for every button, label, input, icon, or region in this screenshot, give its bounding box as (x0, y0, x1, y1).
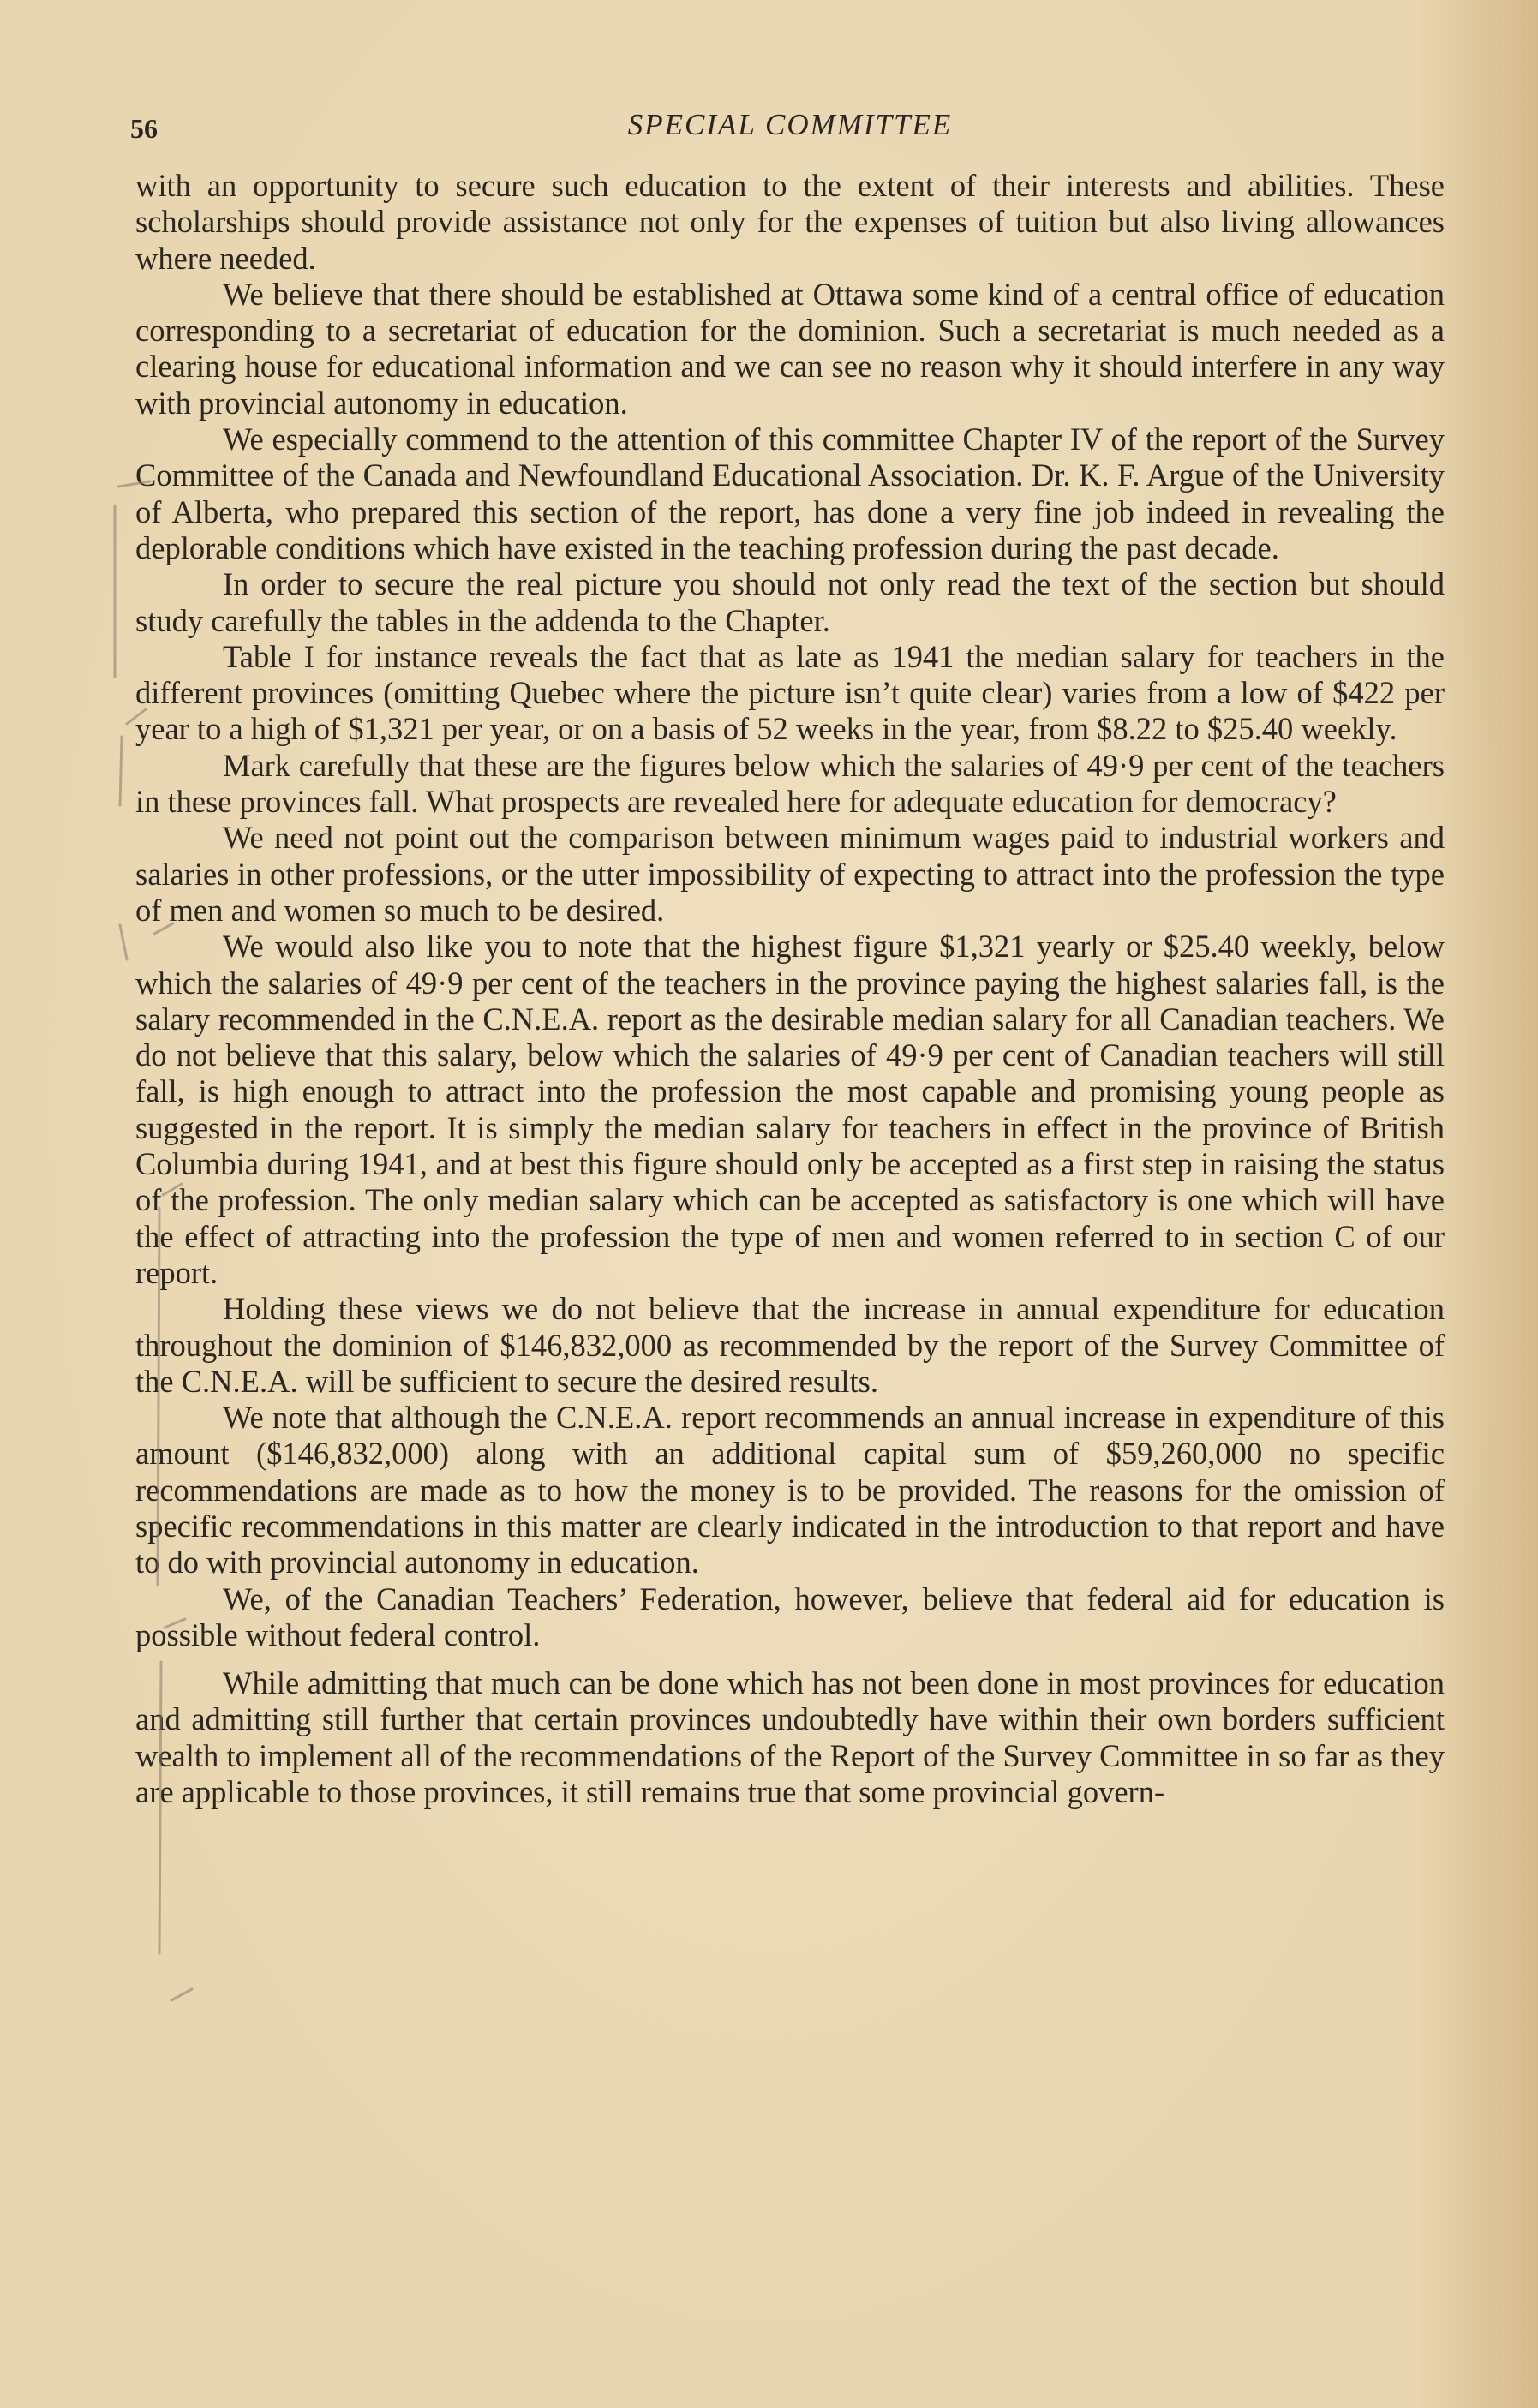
paragraph-table-i: Table I for instance reveals the fact that as late as 1941 the median salary for teachers in the different provinces (omitting Quebec where the picture isn’t quite clear) varies from a low of $422 per year to a high of $1,321 per year, or on a basis of 52 weeks in the year, from $8.22 to $25.40 weekly. (135, 638, 1445, 747)
paragraph-cnea-increase: We note that although the C.N.E.A. report recommends an annual increase in expenditure of this amount ($146,832,000) along with an additional capital sum of $59,260,000 no specific recommendations are made as to how the money is to be provided. The reasons for the omission of specific recommendations in this matter are clearly indicated in the introduction to that report and have to do with provincial autonomy in education. (135, 1400, 1445, 1580)
paragraph-chapter-iv: We especially commend to the attention of this committee Chapter IV of the report of the Survey Committee of the Canada and Newfoundland Educational Association. Dr. K. F. Argue of the University of Alberta, who prepared this section of the report, has done a very fine job indeed in revealing the deplorable conditions which have existed in the teaching profession during the past decade. (135, 421, 1445, 565)
paragraph-minimum-wages: We need not point out the comparison between minimum wages paid to industrial workers and salaries in other professions, or the utter impossibility of expecting to attract into the profession the type of men and women so much to be desired. (135, 820, 1445, 928)
paragraph-continuation: with an opportunity to secure such education to the extent of their interests and abilities. These scholarships should provide assistance not only for the expenses of tuition but also living allowances where needed. (135, 168, 1445, 276)
running-head: SPECIAL COMMITTEE (627, 108, 953, 141)
page-header (130, 101, 1450, 152)
paragraph-mark-carefully: Mark carefully that these are the figures below which the salaries of 49·9 per cent of the teachers in these provinces fall. What prospects are revealed here for adequate education for democracy? (135, 747, 1445, 820)
page-number: 56 (130, 113, 158, 144)
paragraph-while-admitting: While admitting that much can be done which has not been done in most provinces for education and admitting still further that certain provinces undoubtedly have within their own borders sufficient wealth to implement all of the recommendations of the Report of the Survey Committee in so far as they are applicable to those provinces, it still remains true that some provincial govern- (135, 1665, 1445, 1810)
paragraph-holding-views: Holding these views we do not believe that the increase in annual expenditure for education throughout the dominion of $146,832,000 as recommended by the report of the Survey Committee of the C.N.E.A. will be sufficient to secure the desired results. (135, 1291, 1445, 1399)
paragraph-real-picture: In order to secure the real picture you should not only read the text of the section but should study carefully the tables in the addenda to the Chapter. (135, 566, 1445, 638)
paragraph-highest-figure: We would also like you to note that the highest figure $1,321 yearly or $25.40 weekly, below which the salaries of 49·9 per cent of the teachers in the province paying the highest salaries fall, is the salary recommended in the C.N.E.A. report as the desirable median salary for all Canadian teachers. We do not believe that this salary, below which the salaries of 49·9 per cent of Canadian teachers will still fall, is high enough to attract into the profession the most capable and promising young people as suggested in the report. It is simply the median salary for teachers in effect in the province of British Columbia during 1941, and at best this figure should only be accepted as a first step in raising the status of the profession. The only median salary which can be accepted as satisfactory is one which will have the effect of attracting into the profession the type of men and women referred to in section C of our report. (135, 929, 1445, 1290)
paragraph-federal-aid: We, of the Canadian Teachers’ Federation, however, believe that federal aid for education is possible without federal control. (135, 1580, 1445, 1652)
body-text (135, 168, 1445, 1810)
paragraph-central-office: We believe that there should be established at Ottawa some kind of a central office of education corresponding to a secretariat of education for the dominion. Such a secretariat is much needed as a clearing house for educational information and we can see no reason why it should interfere in any way with provincial autonomy in education. (135, 276, 1445, 421)
